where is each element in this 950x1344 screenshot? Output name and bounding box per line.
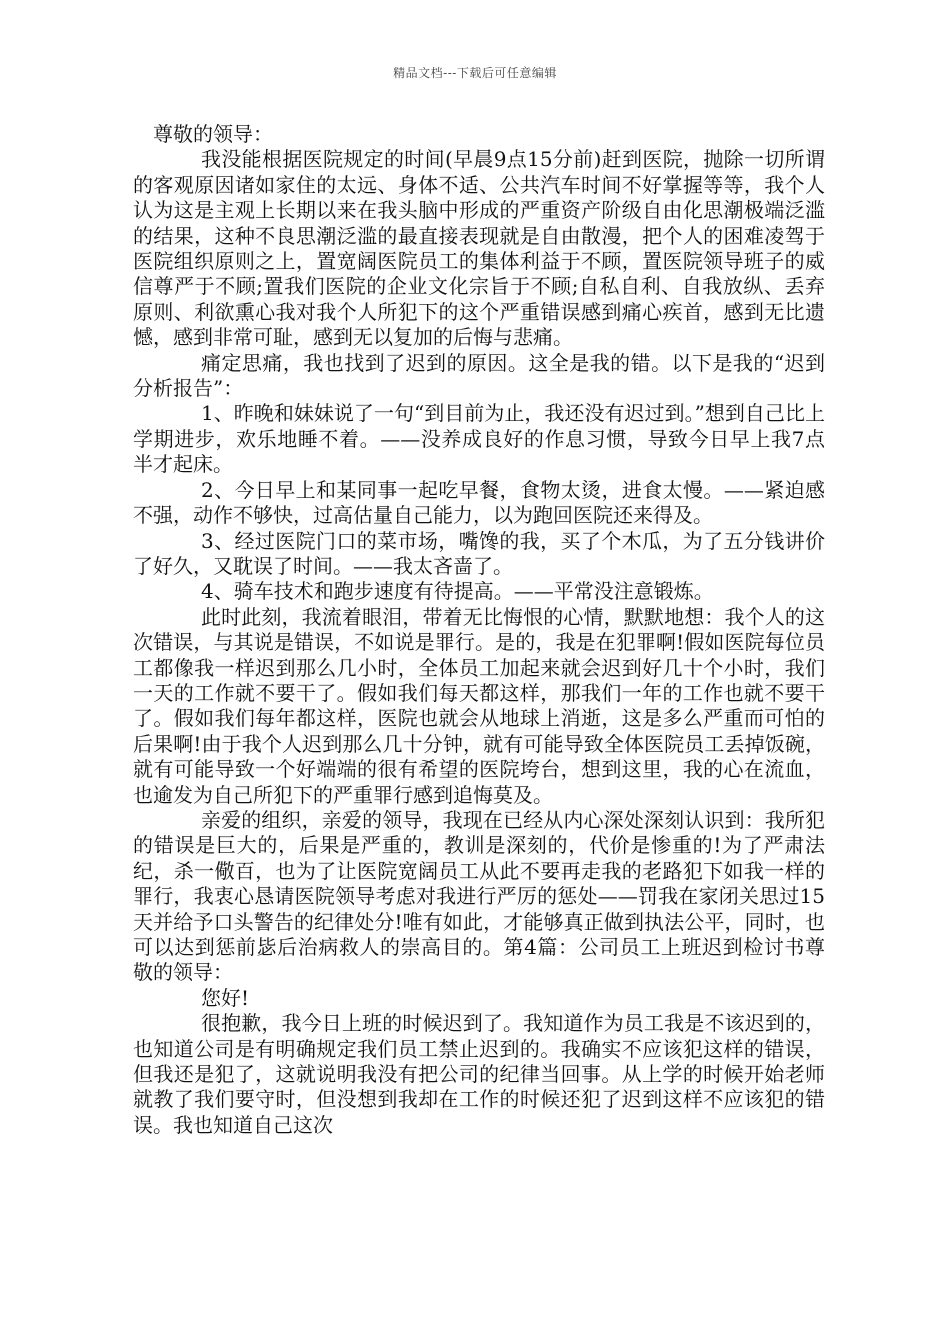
paragraph-reason-2: 2、今日早上和某同事一起吃早餐，食物太烫，进食太慢。——紧迫感不强，动作不够快，过高估量自己能力，以为跑回医院还来得及。 bbox=[133, 477, 825, 528]
paragraph-request: 亲爱的组织，亲爱的领导，我现在已经从内心深处深刻认识到：我所犯的错误是巨大的，后果是严重的，教训是深刻的，代价是惨重的!为了严肃法纪，杀一儆百，也为了让医院宽阔员工从此不要再走我的老路犯下如我一样的罪行，我衷心恳请医院领导考虑对我进行严厉的惩处——罚我在家闭关思过15天并给予口头警告的纪律处分!唯有如此，才能够真正做到执法公平，同时，也可以达到惩前毖后治病救人的崇高目的。第4篇：公司员工上班迟到检讨书尊敬的领导： bbox=[133, 807, 825, 985]
letter-body bbox=[133, 122, 825, 1138]
paragraph-reflection: 痛定思痛，我也找到了迟到的原因。这全是我的错。以下是我的“迟到分析报告”： bbox=[133, 350, 825, 401]
header-note: 精品文档---下载后可任意编辑 bbox=[393, 66, 557, 80]
paragraph-intro: 我没能根据医院规定的时间(早晨9点15分前)赶到医院，抛除一切所谓的客观原因诸如家住的太远、身体不适、公共汽车时间不好掌握等等，我个人认为这是主观上长期以来在我头脑中形成的严重资产阶级自由化思潮极端泛滥的结果，这种不良思潮泛滥的最直接表现就是自由散漫，把个人的困难凌驾于医院组织原则之上，置宽阔医院员工的集体利益于不顾，置医院领导班子的威信尊严于不顾;置我们医院的企业文化宗旨于不顾;自私自利、自我放纵、丢弃原则、利欲熏心我对我个人所犯下的这个严重错误感到痛心疾首，感到无比遗憾，感到非常可耻，感到无以复加的后悔与悲痛。 bbox=[133, 147, 825, 350]
salutation: 尊敬的领导： bbox=[153, 122, 273, 146]
paragraph-greeting: 您好! bbox=[201, 985, 250, 1010]
paragraph-reason-1: 1、昨晚和妹妹说了一句“到目前为止，我还没有迟过到。”想到自己比上学期进步，欢乐地睡不着。——没养成良好的作息习惯，导致今日早上我7点半才起床。 bbox=[133, 401, 825, 477]
paragraph-apology: 很抱歉，我今日上班的时候迟到了。我知道作为员工我是不该迟到的，也知道公司是有明确规定我们员工禁止迟到的。我确实不应该犯这样的错误，但我还是犯了，这就说明我没有把公司的纪律当回事。从上学的时候开始老师就教了我们要守时，但没想到我却在工作的时候还犯了迟到这样不应该犯的错误。我也知道自己这次 bbox=[133, 1011, 825, 1137]
paragraph-reason-3: 3、经过医院门口的菜市场，嘴馋的我，买了个木瓜，为了五分钱讲价了好久，又耽误了时间。——我太吝啬了。 bbox=[133, 528, 825, 578]
paragraph-reason-4: 4、骑车技术和跑步速度有待提高。——平常没注意锻炼。 bbox=[201, 579, 714, 604]
paragraph-consequence: 此时此刻，我流着眼泪，带着无比悔恨的心情，默默地想：我个人的这次错误，与其说是错误，不如说是罪行。是的，我是在犯罪啊!假如医院每位员工都像我一样迟到那么几小时，全体员工加起来就会迟到好几十个小时，我们一天的工作就不要干了。假如我们每天都这样，那我们一年的工作也就不要干了。假如我们每年都这样，医院也就会从地球上消逝，这是多么严重而可怕的后果啊!由于我个人迟到那么几十分钟，就有可能导致全体医院员工丢掉饭碗，就有可能导致一个好端端的很有希望的医院垮台，想到这里，我的心在流血，也逾发为自己所犯下的严重罪行感到追悔莫及。 bbox=[133, 604, 825, 807]
